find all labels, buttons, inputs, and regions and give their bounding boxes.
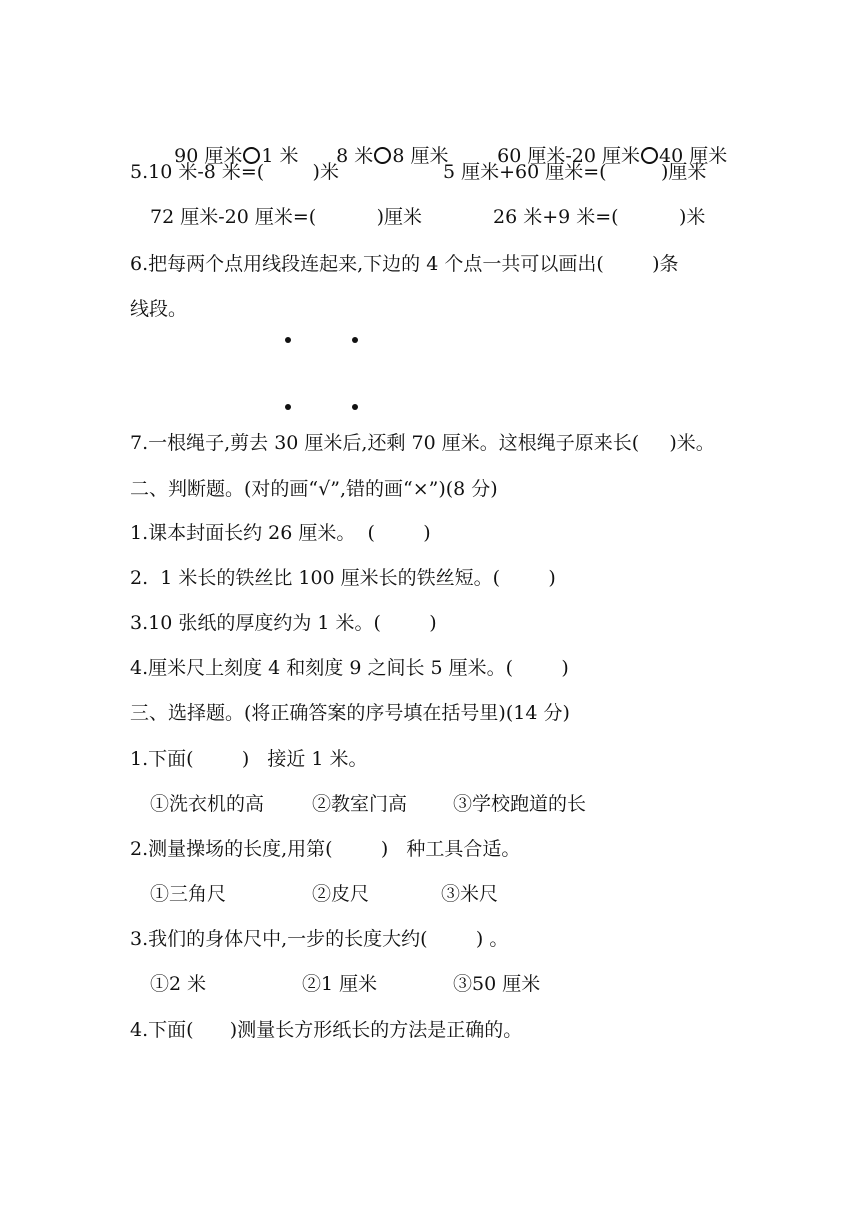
option: ③米尺 (441, 883, 499, 905)
compare-2-left: 8 米 (336, 145, 374, 167)
point-bottom-right (352, 404, 358, 410)
option: ①三角尺 (150, 883, 227, 905)
point-bottom-left (285, 404, 291, 410)
section2-item-2: 2. 1 米长的铁丝比 100 厘米长的铁丝短。( ) (130, 567, 556, 589)
q6-line-1: 6.把每两个点用线段连起来,下边的 4 个点一共可以画出( )条 (130, 253, 679, 275)
option: ②教室门高 (312, 793, 408, 815)
compare-3-left: 60 厘米-20 厘米 (497, 145, 641, 167)
q5-row-2 (0, 204, 706, 230)
section2-item-4: 4.厘米尺上刻度 4 和刻度 9 之间长 5 厘米。( ) (130, 657, 569, 679)
q6-line-2: 线段。 (130, 298, 188, 320)
q5-c: 72 厘米-20 厘米=( )厘米 (150, 206, 422, 228)
compare-2-right: 8 厘米 (392, 145, 449, 167)
section2-item-3: 3.10 张纸的厚度约为 1 米。( ) (130, 612, 437, 634)
compare-row (0, 117, 728, 167)
compare-1-left: 90 厘米 (174, 145, 243, 167)
section2-item-1: 1.课本封面长约 26 厘米。 ( ) (130, 522, 431, 544)
q5-a: 5.10 米-8 米=( )米 (130, 161, 339, 183)
compare-circle-2[interactable] (374, 147, 391, 164)
option: ①2 米 (150, 973, 207, 995)
s3-q3-options (0, 971, 541, 997)
compare-3-right: 40 厘米 (659, 145, 728, 167)
s3-q2-stem: 2.测量操场的长度,用第( ) 种工具合适。 (130, 838, 521, 860)
option: ②皮尺 (312, 883, 370, 905)
s3-q3-stem: 3.我们的身体尺中,一步的长度大约( ) 。 (130, 928, 509, 950)
point-top-left (285, 337, 291, 343)
option: ③50 厘米 (453, 973, 541, 995)
section3-heading: 三、选择题。(将正确答案的序号填在括号里)(14 分) (130, 702, 570, 724)
q7: 7.一根绳子,剪去 30 厘米后,还剩 70 厘米。这根绳子原来长( )米。 (130, 432, 715, 454)
point-top-right (352, 337, 358, 343)
q5-d: 26 米+9 米=( )米 (493, 206, 706, 228)
q5-b: 5 厘米+60 厘米=( )厘米 (443, 161, 707, 183)
s3-q1-options (0, 791, 587, 817)
compare-1-right: 1 米 (261, 145, 299, 167)
s3-q1-stem: 1.下面( ) 接近 1 米。 (130, 748, 368, 770)
q5-row-1 (0, 159, 707, 185)
section2-heading: 二、判断题。(对的画“√”,错的画“×”)(8 分) (130, 478, 498, 500)
s3-q2-options (0, 881, 499, 907)
option: ②1 厘米 (302, 973, 378, 995)
s3-q4-stem: 4.下面( )测量长方形纸长的方法是正确的。 (130, 1019, 523, 1041)
option: ③学校跑道的长 (453, 793, 587, 815)
option: ①洗衣机的高 (150, 793, 265, 815)
